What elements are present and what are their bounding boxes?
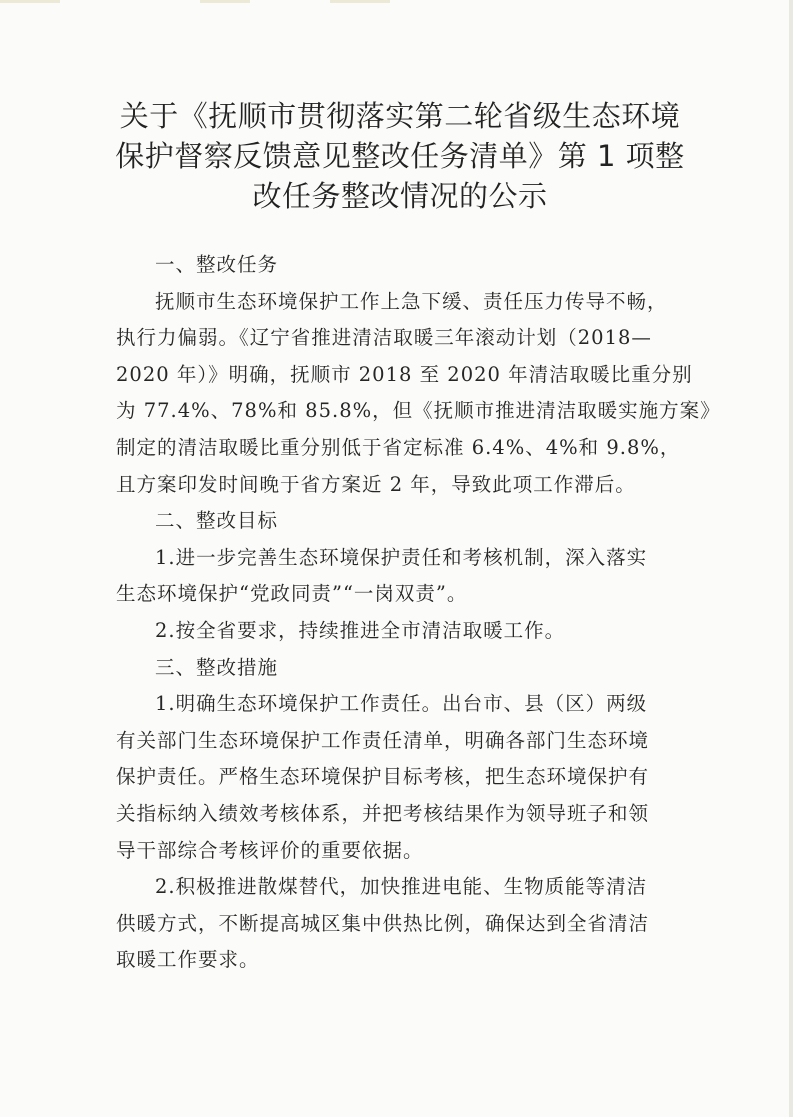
- body-line: 2.积极推进散煤替代，加快推进电能、生物质能等清洁: [155, 875, 648, 899]
- title-line: 关于《抚顺市贯彻落实第二轮省级生态环境: [119, 99, 681, 133]
- body-line: 关指标纳入绩效考核体系，并把考核结果作为领导班子和领: [116, 801, 650, 825]
- scan-artifact-right-edge: [789, 0, 793, 1117]
- body-line: 且方案印发时间晚于省方案近 2 年，导致此项工作滞后。: [116, 472, 636, 496]
- document-title: [100, 96, 700, 216]
- body-line: 一、整改任务: [155, 253, 279, 276]
- title-line: 改任务整改情况的公示: [252, 179, 548, 213]
- body-line: 1.进一步完善生态环境保护责任和考核机制，深入落实: [155, 545, 648, 569]
- body-line: 抚顺市生态环境保护工作上急下缓、责任压力传导不畅，: [155, 289, 668, 313]
- body-line: 二、整改目标: [155, 509, 279, 533]
- body-line: 为 77.4%、78%和 85.8%，但《抚顺市推进清洁取暖实施方案》: [116, 399, 721, 423]
- body-line: 2.按全省要求，持续推进全市清洁取暖工作。: [155, 618, 566, 642]
- scan-artifact-top-right: [330, 0, 390, 3]
- body-line: 执行力偏弱。《辽宁省推进清洁取暖三年滚动计划（2018—: [116, 326, 652, 350]
- title-line: 保护督察反馈意见整改任务清单》第 1 项整: [115, 139, 685, 173]
- scan-artifact-top-left: [0, 0, 60, 3]
- body-line: 导干部综合考核评价的重要依据。: [116, 838, 424, 862]
- body-line: 三、整改措施: [155, 655, 279, 679]
- body-line: 保护责任。严格生态环境保护目标考核，把生态环境保护有: [116, 765, 650, 789]
- scan-artifact-top-mid: [200, 0, 250, 3]
- body-line: 生态环境保护“党政同责”“一岗双责”。: [116, 582, 468, 606]
- body-line: 取暖工作要求。: [116, 948, 260, 972]
- body-line: 1.明确生态环境保护工作责任。出台市、县（区）两级: [155, 692, 648, 716]
- body-line: 制定的清洁取暖比重分别低于省定标准 6.4%、4%和 9.8%，: [116, 435, 681, 459]
- body-line: 有关部门生态环境保护工作责任清单，明确各部门生态环境: [116, 728, 650, 752]
- document-body: [116, 247, 721, 979]
- body-line: 2020 年）》明确，抚顺市 2018 至 2020 年清洁取暖比重分别: [116, 362, 693, 386]
- body-line: 供暖方式，不断提高城区集中供热比例，确保达到全省清洁: [116, 911, 650, 935]
